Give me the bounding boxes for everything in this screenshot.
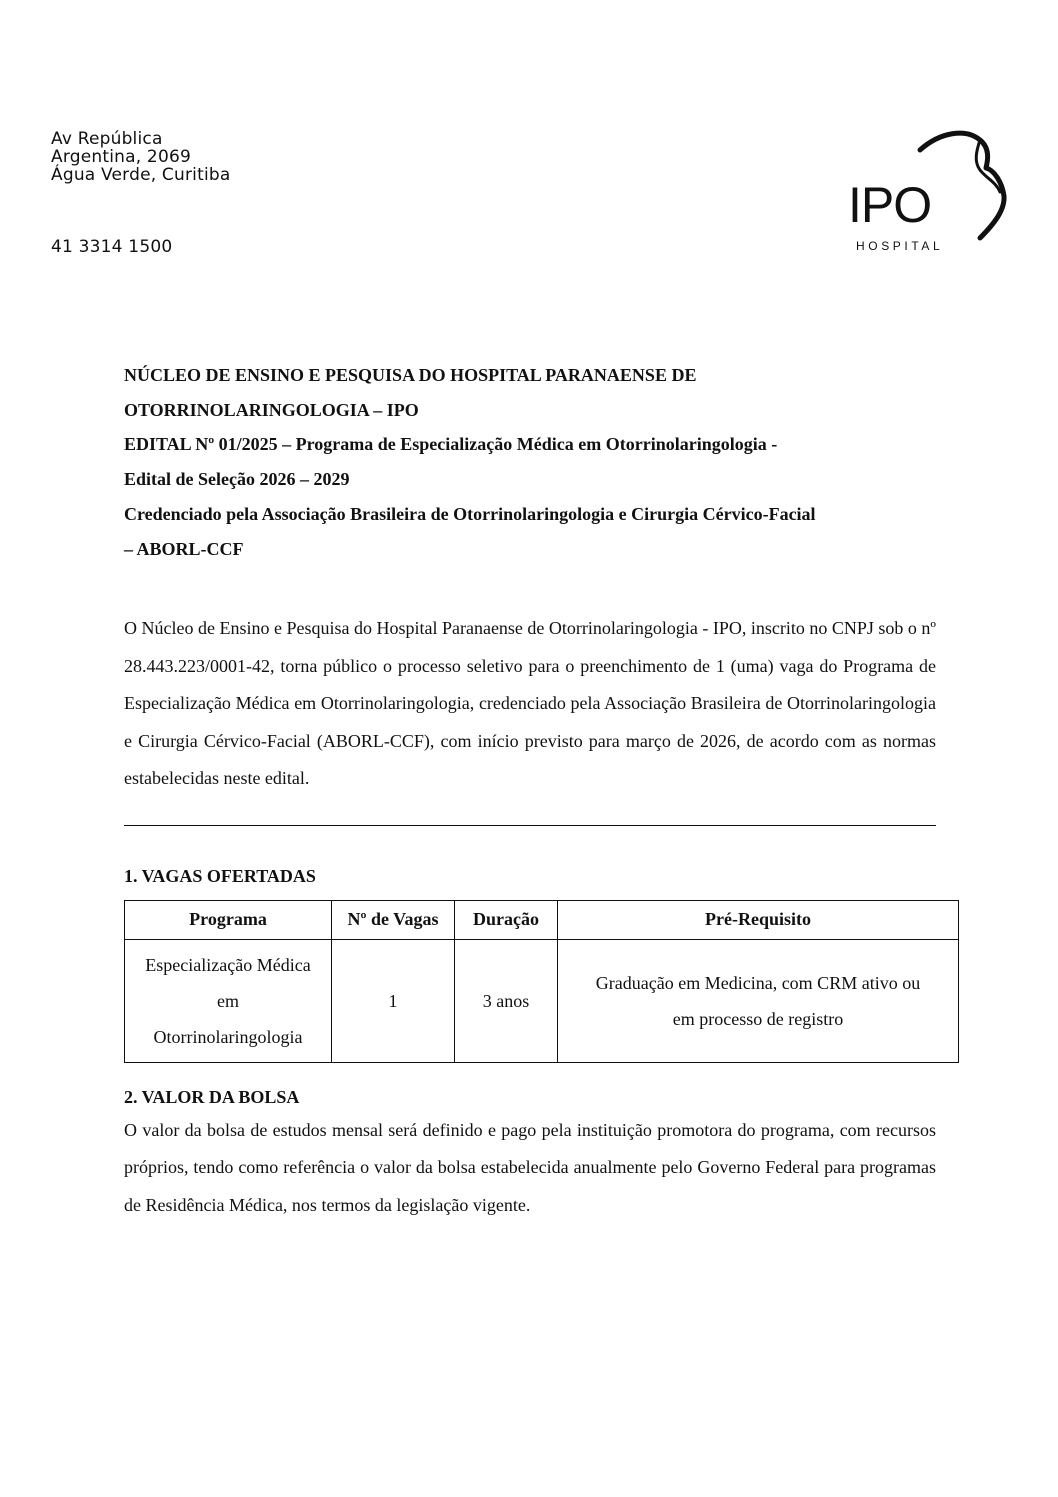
vagas-table: [124, 900, 959, 1063]
header-prerequisito: Pré-Requisito: [558, 900, 959, 939]
heading-line: NÚCLEO DE ENSINO E PESQUISA DO HOSPITAL PARANAENSE DE: [124, 365, 697, 385]
letterhead-address: [51, 130, 231, 184]
section-2: [124, 1085, 936, 1225]
logo-subtext: HOSPITAL: [856, 239, 944, 253]
section-1-title: 1. VAGAS OFERTADAS: [124, 865, 316, 886]
section-2-title: 2. VALOR DA BOLSA: [124, 1086, 300, 1107]
header-duracao: Duração: [455, 900, 558, 939]
header-vagas: Nº de Vagas: [332, 900, 455, 939]
intro-paragraph: O Núcleo de Ensino e Pesquisa do Hospital Paranaense de Otorrinolaringologia - IPO, inscrito no CNPJ sob o nº 28.443.223/0001-42, torna público o processo seletivo para o preenchimento de 1 (uma) vaga do Programa de Especialização Médica em Otorrinolaringologia, credenciado pela Associação Brasileira de Otorrinolaringologia e Cirurgia Cérvico-Facial (ABORL-CCF), com início previsto para março de 2026, de acordo com as normas estabelecidas neste edital.: [124, 618, 936, 789]
cell-programa: [125, 939, 332, 1062]
heading-line: – ABORL-CCF: [124, 538, 244, 559]
cell-line: em: [217, 990, 239, 1011]
cell-vagas: 1: [332, 939, 455, 1062]
document-body: [124, 358, 936, 1224]
heading-line: Edital de Seleção 2026 – 2029: [124, 469, 350, 490]
section-2-paragraph: O valor da bolsa de estudos mensal será definido e pago pela instituição promotora do programa, com recursos próprios, tendo como referência o valor da bolsa estabelecida anualmente pelo Governo Federal para programas de Residência Médica, nos termos da legislação vigente.: [124, 1119, 936, 1215]
logo-wordmark: IPO: [848, 177, 932, 233]
cell-prerequisito: [558, 939, 959, 1062]
cell-line: em processo de registro: [672, 1008, 844, 1029]
heading-line: EDITAL Nº 01/2025 – Programa de Especialização Médica em Otorrinolaringologia -: [124, 434, 778, 455]
header-programa: Programa: [125, 900, 332, 939]
cell-duracao: 3 anos: [455, 939, 558, 1062]
document-heading: [124, 358, 936, 566]
table-row: [125, 939, 959, 1062]
address-line: Água Verde, Curitiba: [51, 165, 231, 185]
heading-line: Credenciado pela Associação Brasileira de Otorrinolaringologia e Cirurgia Cérvico-Facial: [124, 503, 816, 524]
cell-line: Especialização Médica: [145, 954, 311, 975]
table-header-row: [125, 900, 959, 939]
cell-line: Graduação em Medicina, com CRM ativo ou: [595, 972, 921, 993]
address-line: Argentina, 2069: [51, 147, 191, 167]
ipo-hospital-logo: [848, 126, 1010, 260]
cell-line: Otorrinolaringologia: [153, 1026, 303, 1047]
address-line: Av República: [51, 129, 163, 149]
letterhead-phone: 41 3314 1500: [51, 237, 173, 257]
heading-line: OTORRINOLARINGOLOGIA – IPO: [124, 399, 419, 420]
divider-line: [124, 825, 936, 826]
